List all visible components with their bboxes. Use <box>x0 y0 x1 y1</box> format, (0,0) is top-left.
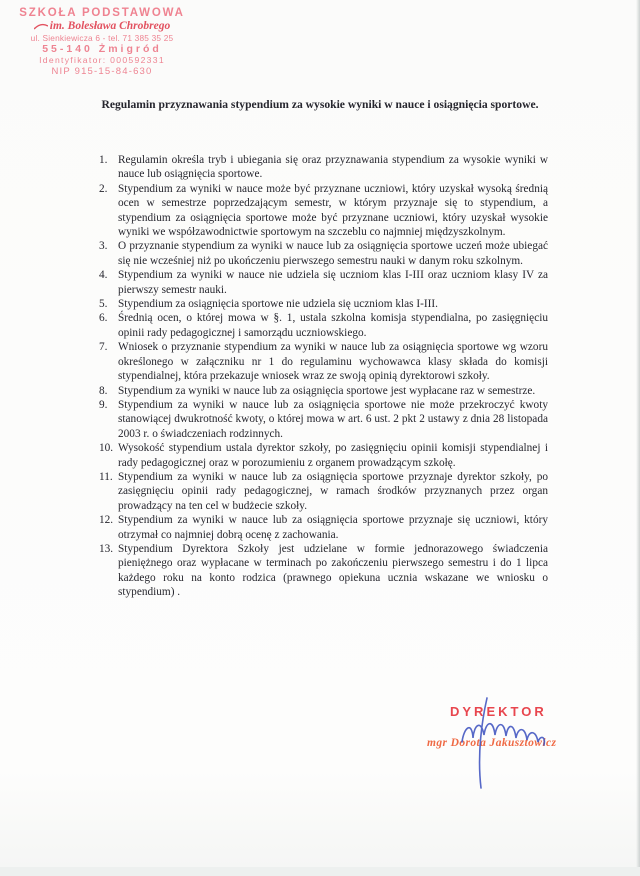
item-number: 11. <box>99 470 113 483</box>
item-text: Regulamin określa tryb i ubiegania się oraz przyznawania stypendium za wysokie wyniki w nauce lub osiągnięcia sportowe. <box>118 154 548 181</box>
item-number: 8. <box>99 384 108 397</box>
item-text: Stypendium za wyniki w nauce lub za osiągnięcia sportowe jest wypłacane raz w semestrze. <box>118 384 536 397</box>
list-item <box>99 340 548 383</box>
item-text: Stypendium za osiągnięcia sportowe nie udziela się uczniom klas I-III. <box>118 298 438 311</box>
item-number: 2. <box>99 182 108 195</box>
list-item <box>99 311 548 340</box>
list-item <box>99 542 548 600</box>
item-text: Stypendium za wyniki w nauce może być przyznane uczniowi, który uzyskał wysoką średnią ocen w semestrze poprzedzającym semestr, w którym przyznaje się to stypendium, a stypendium za osiągnięcia sportowe może być przyznane uczniowi, który uzyskał wysokie wyniki we współzawodnictwie sportowym na szczeblu co najmniej międzyszkolnym. <box>118 182 548 239</box>
list-item <box>99 268 548 297</box>
item-text: Średnią ocen, o której mowa w §. 1, ustala szkolna komisja stypendialna, po zasięgnięciu opinii rady pedagogicznej i samorządu uczniowskiego. <box>118 312 548 339</box>
item-number: 13. <box>99 542 114 555</box>
list-item <box>99 384 548 398</box>
item-text: Wniosek o przyznanie stypendium za wyniki w nauce lub za osiągnięcia sportowe wg wzoru określonego w załączniku nr 1 do regulaminu wychowawca klasy składa do komisji stypendialnej, która przekazuje wniosek wraz ze swoją opinią dyrektorowi szkoły. <box>118 341 548 383</box>
scan-edge-shadow <box>636 0 640 876</box>
stamp-address: ul. Sienkiewicza 6 - tel. 71 385 35 25 <box>30 32 174 43</box>
item-number: 12. <box>99 514 114 527</box>
list-item <box>99 297 548 311</box>
director-stamp-label: DYREKTOR <box>450 704 547 719</box>
stamp-school-name: SZKOŁA PODSTAWOWA <box>19 7 185 19</box>
item-text: Stypendium za wyniki w nauce nie udziela się uczniom klas I-III oraz uczniom klasy IV za pierwszy semestr nauki. <box>118 269 548 296</box>
item-text: O przyznanie stypendium za wyniki w nauce lub za osiągnięcia sportowe uczeń może ubiegać się nie wcześniej niż po ukończeniu pierwszego semestru nauki w danym roku szkolnym. <box>118 240 548 267</box>
item-number: 1. <box>99 154 108 166</box>
item-text: Stypendium za wyniki w nauce lub za osiągnięcia sportowe przyznaje dyrektor szkoły, po zasięgnięciu opinii rady pedagogicznej, w ramach środków przyznanych przez organ prowadzący na ten cel w budżecie szkoły. <box>118 470 548 512</box>
item-text: Wysokość stypendium ustala dyrektor szkoły, po zasięgnięciu opinii komisji stypendialnej i rady pedagogicznej oraz w porozumieniu z organem prowadzącym szkołę. <box>118 442 548 469</box>
document-title: Regulamin przyznawania stypendium za wysokie wyniki w nauce i osiągnięcia sportowe. <box>101 98 539 111</box>
school-stamp <box>10 7 194 77</box>
item-number: 7. <box>99 341 108 354</box>
item-number: 4. <box>99 269 108 282</box>
list-item <box>99 153 548 182</box>
item-number: 5. <box>99 298 108 311</box>
item-number: 6. <box>99 312 108 325</box>
stamp-nip: NIP 915-15-84-630 <box>51 65 153 77</box>
item-number: 3. <box>99 240 108 253</box>
stamp-identifier: Identyfikator: 000592331 <box>39 55 165 66</box>
list-item <box>99 470 548 513</box>
item-text: Stypendium Dyrektora Szkoły jest udzielane w formie jednorazowego świadczenia pieniężnego oraz wypłacane w terminach po zakończeniu pierwszego semestru i do 1 lipca każdego roku na konto rodzica (prawnego opiekuna ucznia wskazane we wniosku o stypendium) . <box>118 542 548 599</box>
stamp-patron-line <box>10 20 194 33</box>
list-item <box>99 398 548 441</box>
list-item <box>99 441 548 470</box>
list-item <box>99 182 548 240</box>
item-text: Stypendium za wyniki w nauce lub za osiągnięcia sportowe przyznaje się uczniowi, który otrzymał co najmniej dobrą ocenę z zachowania. <box>118 514 548 541</box>
regulation-list <box>99 153 548 600</box>
item-text: Stypendium za wyniki w nauce lub za osiągnięcia sportowe nie może przekroczyć kwoty stanowiącej dwukrotność kwoty, o której mowa w art. 6 ust. 2 pkt 2 ustawy z dnia 28 listopada 2003 r. o świadczeniach rodzinnych. <box>118 398 548 440</box>
stamp-city: 55-140 Żmigród <box>42 42 162 55</box>
stamp-patron: im. Bolesława Chrobrego <box>49 20 171 33</box>
director-name: mgr Dorota Jakusztowicz <box>427 737 557 749</box>
list-item <box>99 239 548 268</box>
item-number: 9. <box>99 398 108 411</box>
scan-bottom-edge <box>0 867 640 876</box>
item-number: 10. <box>99 442 114 455</box>
stamp-flourish-icon <box>34 21 48 33</box>
list-item <box>99 513 548 542</box>
